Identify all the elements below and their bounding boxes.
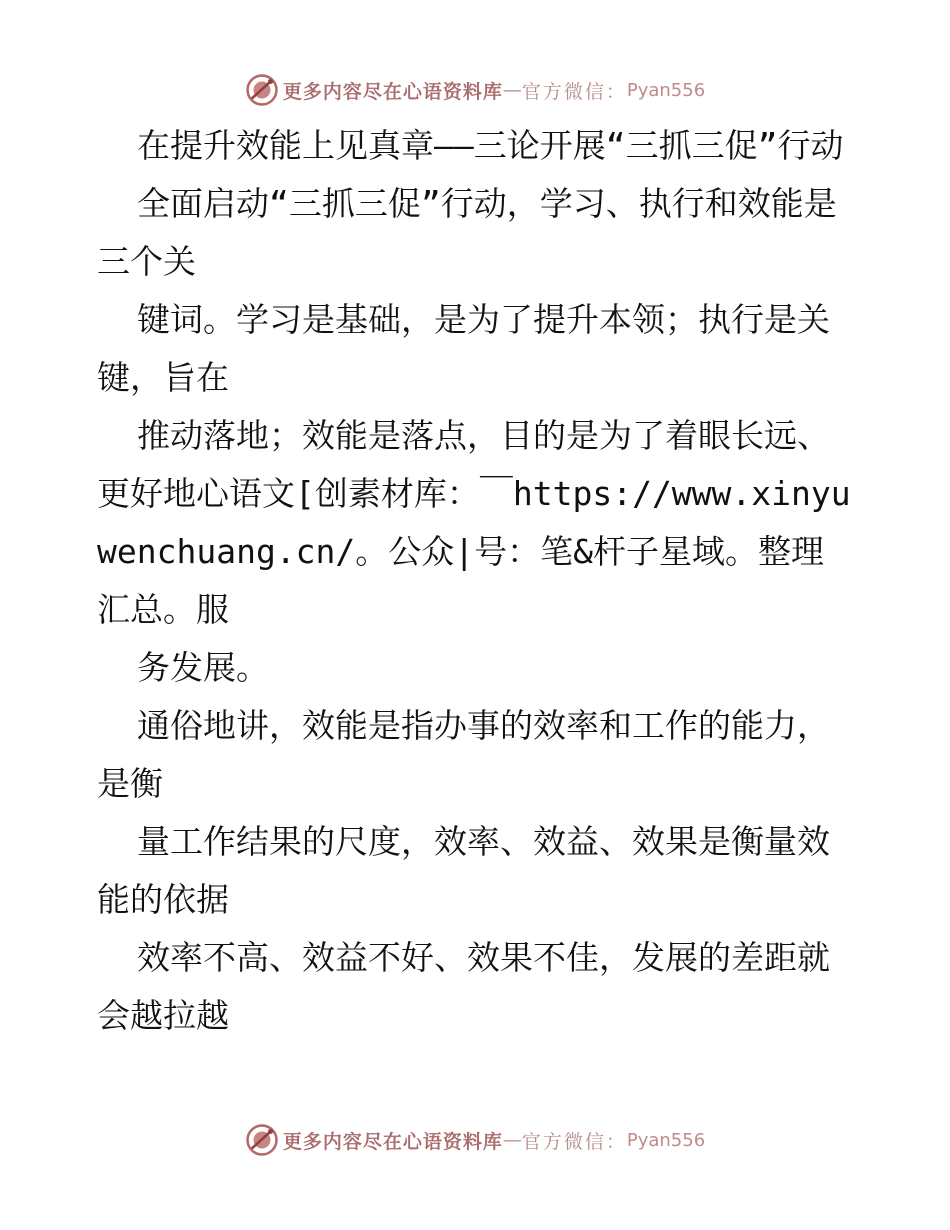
footer-watermark-banner <box>0 1120 950 1160</box>
banner-main-text: 更多内容尽在心语资料库 <box>282 80 503 103</box>
banner-dash: — <box>502 1129 522 1151</box>
logo-seal-icon <box>245 1123 279 1157</box>
banner-wechat-id: Pyan556 <box>626 1129 706 1151</box>
paragraph: 全面启动“三抓三促”行动，学习、执行和效能是三个关 <box>97 184 837 281</box>
logo-seal-icon <box>245 73 279 107</box>
banner-official-label: 官方微信： <box>521 1130 627 1153</box>
banner-wechat-id: Pyan556 <box>626 79 706 101</box>
banner-main-text: 更多内容尽在心语资料库 <box>282 1130 503 1153</box>
banner-official-label: 官方微信： <box>521 80 627 103</box>
paragraph: 务发展。 <box>137 648 269 687</box>
paragraph: 效率不高、效益不好、效果不佳，发展的差距就会越拉越 <box>97 938 830 1035</box>
banner-dash: — <box>502 79 522 101</box>
paragraph: 量工作结果的尺度，效率、效益、效果是衡量效能的依据 <box>97 822 830 919</box>
header-watermark-banner <box>0 70 950 110</box>
document-title: 在提升效能上见真章——三论开展“三抓三促”行动 <box>137 126 844 165</box>
document-body <box>0 117 950 1045</box>
paragraph: 键词。学习是基础，是为了提升本领；执行是关键，旨在 <box>97 300 830 397</box>
paragraph: 推动落地；效能是落点，目的是为了着眼长远、更好地心语文[创素材库：￣https://www.xinyuwenchuang.cn/。公众|号：笔&杆子星域。整理汇总。服 <box>97 416 851 629</box>
paragraph: 通俗地讲，效能是指办事的效率和工作的能力，是衡 <box>97 706 830 803</box>
